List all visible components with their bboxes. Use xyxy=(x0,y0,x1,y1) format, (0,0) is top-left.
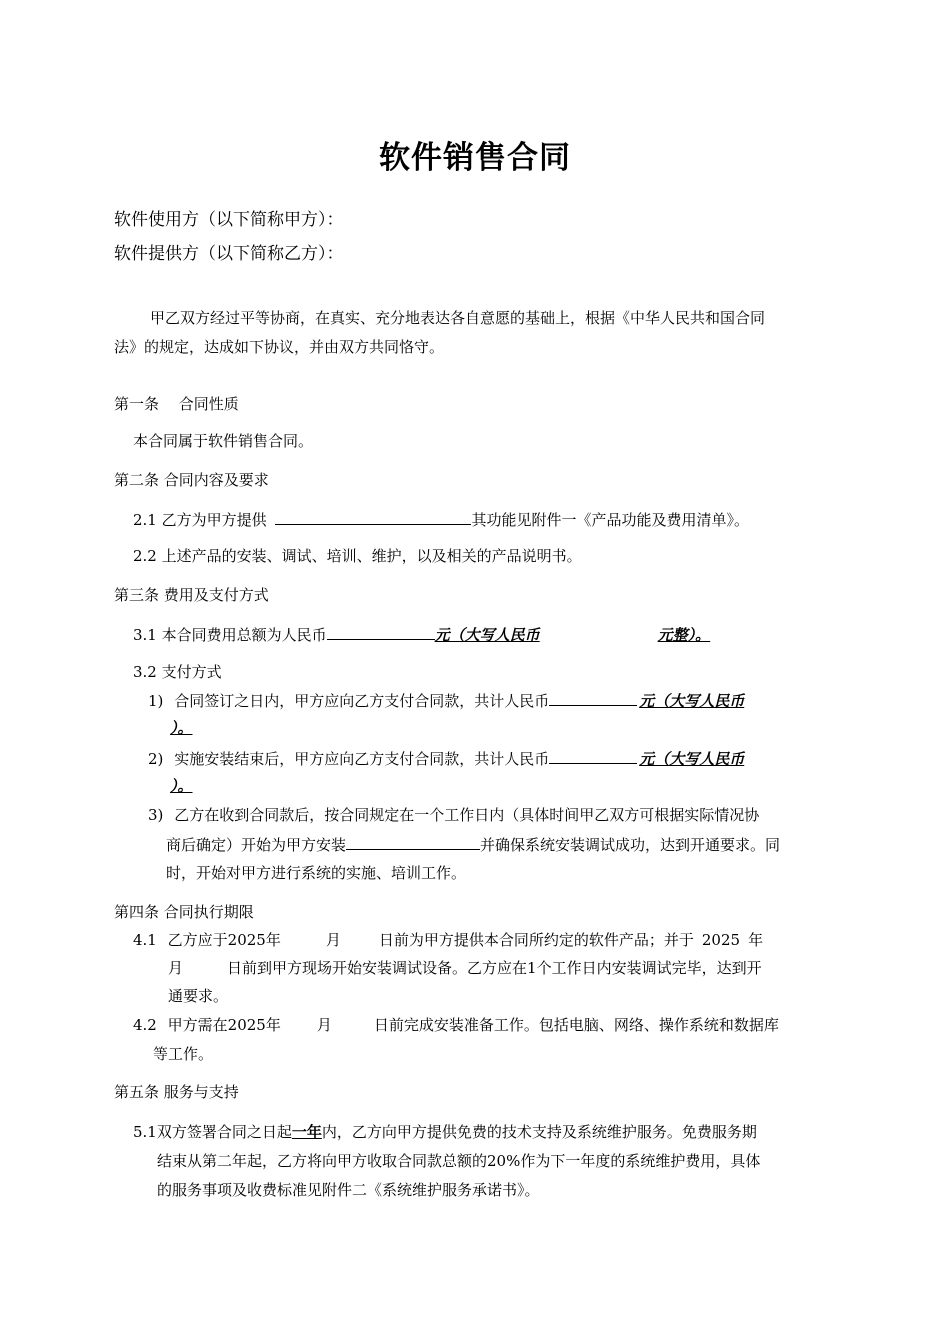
clause-4-2-line-2: 等工作。 xyxy=(153,1045,214,1063)
payment-item-2 xyxy=(148,748,744,769)
item-text: 实施安装结束后，甲方应向乙方支付合同款，共计人民币 xyxy=(174,750,550,768)
total-amount-label: 元（大写人民币 元整）。 xyxy=(434,626,711,644)
clause-number: 3.2 xyxy=(133,663,157,681)
second-payment-label: 元（大写人民币 xyxy=(639,750,745,768)
item-text: 乙方在收到合同款后，按合同规定在一个工作日内（具体时间甲乙双方可根据实际情况协 xyxy=(174,806,760,824)
clause-5-1: 5.1双方签署合同之日起一年内，乙方向甲方提供免费的技术支持及系统维护服务。免费服务期 xyxy=(133,1123,757,1141)
clause-4-1: 4.1 乙方应于2025年 月 日前为甲方提供本合同所约定的软件产品；并于 2025 年 xyxy=(133,931,764,949)
payment-item-1 xyxy=(148,690,744,711)
clause-text: 上述产品的安装、调试、培训、维护，以及相关的产品说明书。 xyxy=(161,547,582,565)
payment-item-3 xyxy=(148,805,759,825)
free-service-period: 一年 xyxy=(291,1123,322,1141)
clause-5-1-line-3: 的服务事项及收费标准见附件二《系统维护服务承诺书》。 xyxy=(157,1181,540,1199)
install-item-blank[interactable] xyxy=(346,834,480,850)
clause-2-2 xyxy=(133,546,582,566)
software-user-party: 软件使用方（以下简称甲方）： xyxy=(114,210,344,230)
second-payment-blank[interactable] xyxy=(549,748,637,764)
payment-item-2-end: ）。 xyxy=(170,777,193,795)
item-number: 1) xyxy=(148,692,164,710)
product-name-blank[interactable] xyxy=(275,509,471,525)
preamble-line-1: 甲乙双方经过平等协商，在真实、充分地表达各自意愿的基础上，根据《中华人民共和国合同 xyxy=(150,309,766,327)
clause-number: 2.2 xyxy=(133,547,157,565)
payment-item-1-end: ）。 xyxy=(170,719,193,737)
item-number: 3) xyxy=(148,806,164,824)
clause-number: 4.1 xyxy=(133,931,157,949)
clause-text: 乙方为甲方提供 xyxy=(161,511,267,529)
clause-number: 4.2 xyxy=(133,1016,157,1034)
software-provider-party: 软件提供方（以下简称乙方）： xyxy=(114,244,344,264)
clause-3-2 xyxy=(133,662,222,682)
article-1-body: 本合同属于软件销售合同。 xyxy=(133,432,314,450)
article-4-heading: 第四条 合同执行期限 xyxy=(114,903,254,921)
clause-3-1 xyxy=(133,624,710,645)
clause-number: 5.1 xyxy=(133,1123,157,1141)
payment-item-3-line-2: 商后确定）开始为甲方安装 并确保系统安装调试成功，达到开通要求。同 xyxy=(166,836,781,854)
total-amount-blank[interactable] xyxy=(327,624,435,640)
preamble-line-2: 法》的规定，达成如下协议，并由双方共同恪守。 xyxy=(114,338,445,356)
item-text: 合同签订之日内，甲方应向乙方支付合同款，共计人民币 xyxy=(174,692,550,710)
article-2-heading: 第二条 合同内容及要求 xyxy=(114,471,269,489)
clause-4-1-line-3: 通要求。 xyxy=(168,987,229,1005)
clause-5-1-line-2: 结束从第二年起，乙方将向甲方收取合同款总额的20%作为下一年度的系统维护费用，具体 xyxy=(157,1152,761,1170)
clause-4-2: 4.2 甲方需在2025年 月 日前完成安装准备工作。包括电脑、网络、操作系统和数据库 xyxy=(133,1016,779,1034)
item-number: 2) xyxy=(148,750,164,768)
clause-text: 支付方式 xyxy=(161,663,222,681)
clause-text: 本合同费用总额为人民币 xyxy=(161,626,327,644)
first-payment-label: 元（大写人民币 xyxy=(639,692,745,710)
document-title: 软件销售合同 xyxy=(379,140,571,176)
clause-2-1 xyxy=(133,509,749,530)
article-1-heading: 第一条 合同性质 xyxy=(114,395,239,413)
payment-item-3-line-3: 时，开始对甲方进行系统的实施、培训工作。 xyxy=(166,864,467,882)
clause-4-1-line-2: 月 日前到甲方现场开始安装调试设备。乙方应在1个工作日内安装调试完毕，达到开 xyxy=(168,959,762,977)
clause-text: 其功能见附件一《产品功能及费用清单》。 xyxy=(471,511,749,529)
clause-number: 2.1 xyxy=(133,511,157,529)
clause-number: 3.1 xyxy=(133,626,157,644)
article-3-heading: 第三条 费用及支付方式 xyxy=(114,586,269,604)
article-5-heading: 第五条 服务与支持 xyxy=(114,1083,239,1101)
first-payment-blank[interactable] xyxy=(549,690,637,706)
